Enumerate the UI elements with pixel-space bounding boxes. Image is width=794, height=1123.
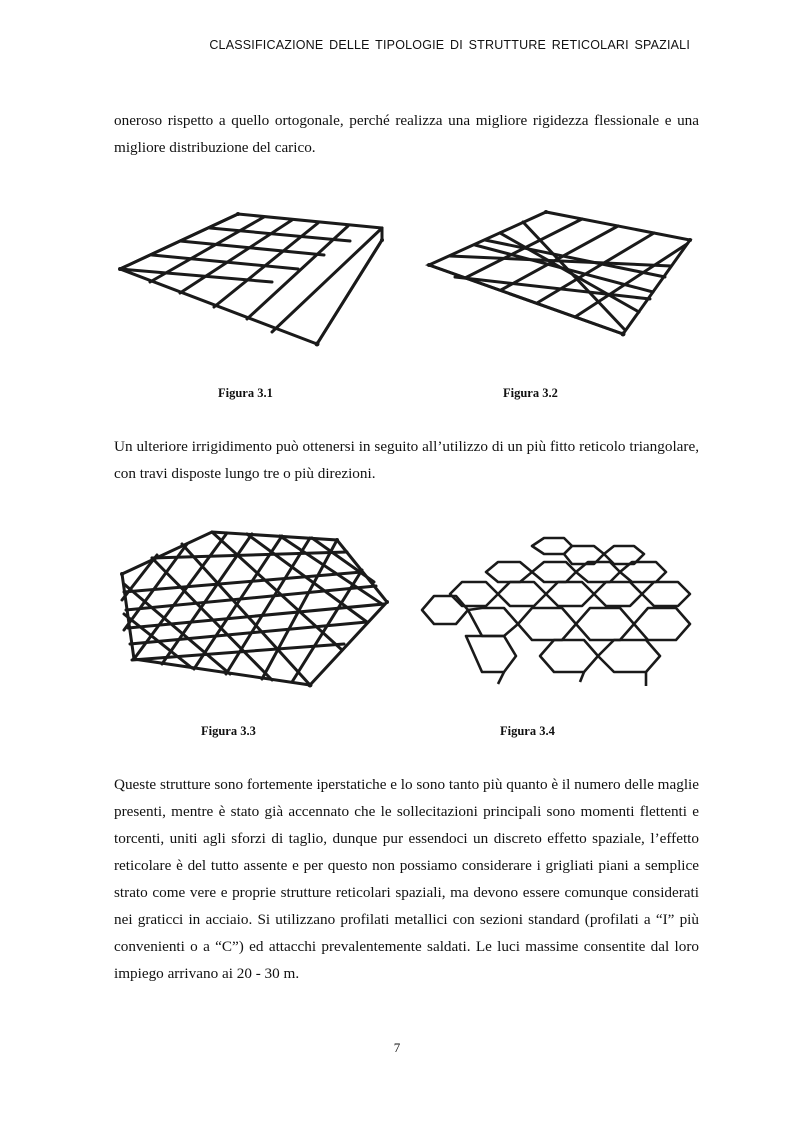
running-header: CLASSIFICAZIONE DELLE TIPOLOGIE DI STRUTTURE RETICOLARI SPAZIALI	[209, 38, 690, 52]
caption-figure-3-3: Figura 3.3	[201, 724, 256, 738]
caption-figure-3-4: Figura 3.4	[500, 724, 555, 738]
triangular-grid-drawing	[112, 522, 397, 692]
paragraph-iperstatiche: Queste strutture sono fortemente iperstatiche e lo sono tanto più quanto è il numero delle maglie presenti, mentre è stato già accennato che le sollecitazioni principali sono momenti flettenti e torcenti, uniti agli sforzi di taglio, dunque pur essendoci un discreto effetto spaziale, l’effetto reticolare è del tutto assente e per questo non possiamo considerare i grigliati piani a semplice strato come vere e proprie strutture reticolari spaziali, ma devono essere comunque considerati nei graticci in acciaio. Si utilizzano profilati metallici con sezioni standard (profilati a “I” più convenienti o a “C”) ed attacchi prevalentemente saldati. Le luci massime consentite dal loro impiego arrivano ai 20 - 30 m.	[114, 776, 699, 983]
figure-hexagonal-grid	[420, 532, 695, 692]
caption-figure-3-2: Figura 3.2	[503, 386, 558, 400]
figure-triangular-grid	[112, 522, 397, 692]
paragraph-triangular: Un ulteriore irrigidimento può ottenersi in seguito all’utilizzo di un più fitto reticolo triangolare, con travi disposte lungo tre o più direzioni.	[114, 438, 699, 483]
figure-diagonal-grid	[425, 204, 695, 344]
paragraph-intro: oneroso rispetto a quello ortogonale, perché realizza una migliore rigidezza flessionale e una migliore distribuzione del carico.	[114, 112, 699, 157]
page-number: 7	[393, 1040, 401, 1055]
diagonal-grid-drawing	[425, 204, 695, 344]
caption-figure-3-1: Figura 3.1	[218, 386, 273, 400]
hexagonal-grid-drawing	[420, 532, 695, 692]
orthogonal-grid-drawing	[112, 192, 397, 352]
figure-orthogonal-grid	[112, 192, 397, 352]
